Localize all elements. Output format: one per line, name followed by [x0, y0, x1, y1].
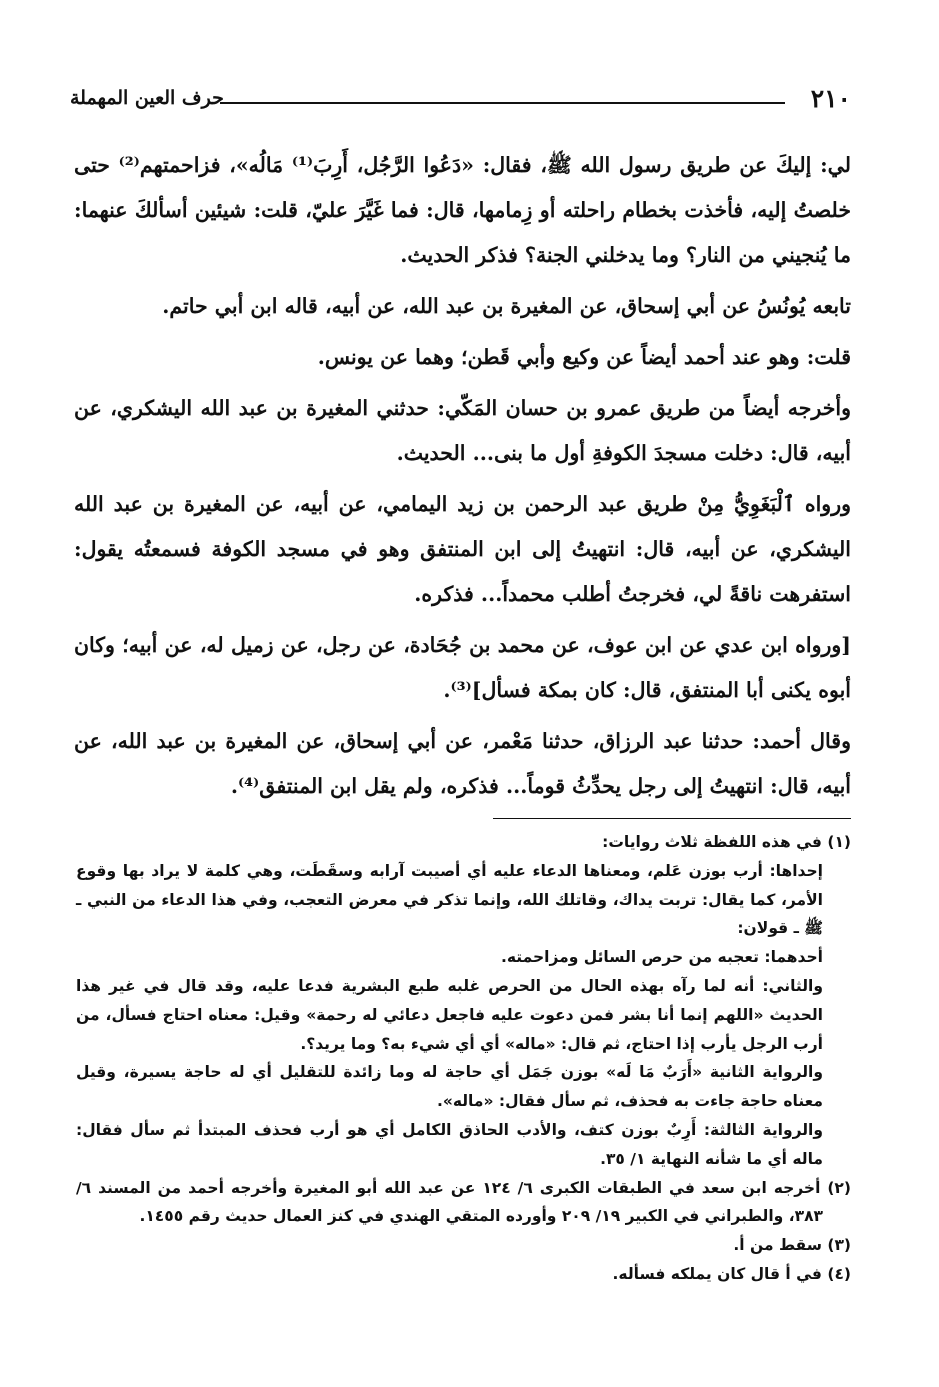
header-rule [220, 102, 785, 104]
paragraph: وأخرجه أيضاً من طريق عمرو بن حسان المَكّي: حدثني المغيرة بن عبد الله اليشكري، عن أبيه، قال: دخلت مسجدَ الكوفةِ أول ما بنى... الحديث. [74, 396, 851, 465]
footnote-1-opinion-b: والثاني: أنه لما رآه بهذه الحال من الحرص غلبه طبع البشرية فدعا عليه، وقد قال في غير هذا الحديث «اللهم إنما أنا بشر فمن دعوت عليه فاجعل دعائي له رحمة» وقيل: معناه احتاج فسأل، من أرب الرجل يأرب إذا احتاج، ثم قال: «ماله» أي أي شيء به؟ وما يريد؟. [76, 976, 823, 1053]
footnote-3: (٣) سقط من أ. [733, 1236, 851, 1255]
paragraph: قلت: وهو عند أحمد أيضاً عن وكيع وأبي قَطن؛ وهما عن يونس. [317, 345, 851, 369]
footnote-1-intro: (١) في هذه اللفظة ثلاث روايات: [602, 833, 851, 851]
footnote-1-third-reading: والرواية الثالثة: أَرِبٌ بوزن كتف، والأدب الحاذق الكامل أي هو أرب فحذف المبتدأ ثم سأل فقال: ماله أي ما شأنه النهاية ١/ ٣٥. [76, 1120, 823, 1168]
paragraph: [ورواه ابن عدي عن ابن عوف، عن محمد بن جُحَادة، عن رجل، عن زميل له، عن أبيه؛ وكان أبوه يكنى أبا المنتفق، قال: كان بمكة فسأل]⁽³⁾. [74, 633, 851, 702]
footnote-1-second-reading: والرواية الثانية «أَرَبٌ مَا لَه» بوزن جَمَل أي حاجة له وما زائدة للتقليل أي له حاجة يسيرة، وقيل معناه حاجة جاءت به فحذف، ثم سأل فقال: «ماله». [76, 1063, 823, 1111]
paragraph: ورواه ٱلْبَغَوِيُّ مِنْ طريق عبد الرحمن بن زيد اليمامي، عن أبيه، عن المغيرة بن عبد الله اليشكري، عن أبيه، قال: انتهيتُ إلى ابن المنتفق وهو في مسجد الكوفة فسمعتُه يقول: استفرهت ناقةً لي، فخرجتُ أطلب محمداً... فذكره. [74, 492, 851, 606]
footnote-4: (٤) في أ قال كان يملكه فسأله. [612, 1264, 851, 1283]
paragraph: لي: إليكَ عن طريق رسول الله ﷺ، فقال: «دَعُوا الرَّجُل، أَرِبَ⁽¹⁾ مَالُه»، فزاحمتهم⁽²⁾ حتى خلصتُ إليه، فأخذت بخطام راحلته أو زِمامها، قال: فما غَيَّرَ عليّ، قلت: شيئين أسألكَ عنهما: ما يُنجيني من النار؟ وما يدخلني الجنة؟ فذكر الحديث. [74, 153, 851, 267]
footnote-1-first-reading: إحداها: أرب بوزن عَلم، ومعناها الدعاء عليه أي أصيبت آرابه وسقَطَت، وهي كلمة لا يراد بها وقوع الأمر، كما يقال: تربت يداك، وقاتلك الله، وإنما تذكر في معرض التعجب، وفي هذا الدعاء من النبي ـ ﷺ ـ قولان: [76, 861, 823, 938]
footnote-2: (٢) أخرجه ابن سعد في الطبقات الكبرى ٦/ ١٢٤ عن عبد الله أبو المغيرة وأخرجه أحمد من المسند ٦/ ٣٨٣، والطبراني في الكبير ١٩/ ٢٠٩ وأورده المتقي الهندي في كنز العمال حديث رقم ١٤٥٥. [76, 1178, 851, 1226]
footnote-separator [493, 818, 851, 819]
main-text [74, 143, 851, 815]
page-number: ٢١٠ [810, 84, 851, 113]
footnotes [76, 828, 851, 1289]
paragraph: وقال أحمد: حدثنا عبد الرزاق، حدثنا مَعْمر، عن أبي إسحاق، عن المغيرة بن عبد الله، عن أبيه، قال: انتهيتُ إلى رجل يحدِّثُ قوماً... فذكره، ولم يقل ابن المنتفق⁽⁴⁾. [74, 729, 851, 798]
footnote-1-opinion-a: أحدهما: تعجبه من حرص السائل ومزاحمته. [501, 948, 823, 967]
page-header [70, 84, 851, 118]
paragraph: تابعه يُونُسُ عن أبي إسحاق، عن المغيرة بن عبد الله، عن أبيه، قاله ابن أبي حاتم. [162, 294, 851, 318]
running-title: حرف العين المهملة [70, 87, 224, 109]
